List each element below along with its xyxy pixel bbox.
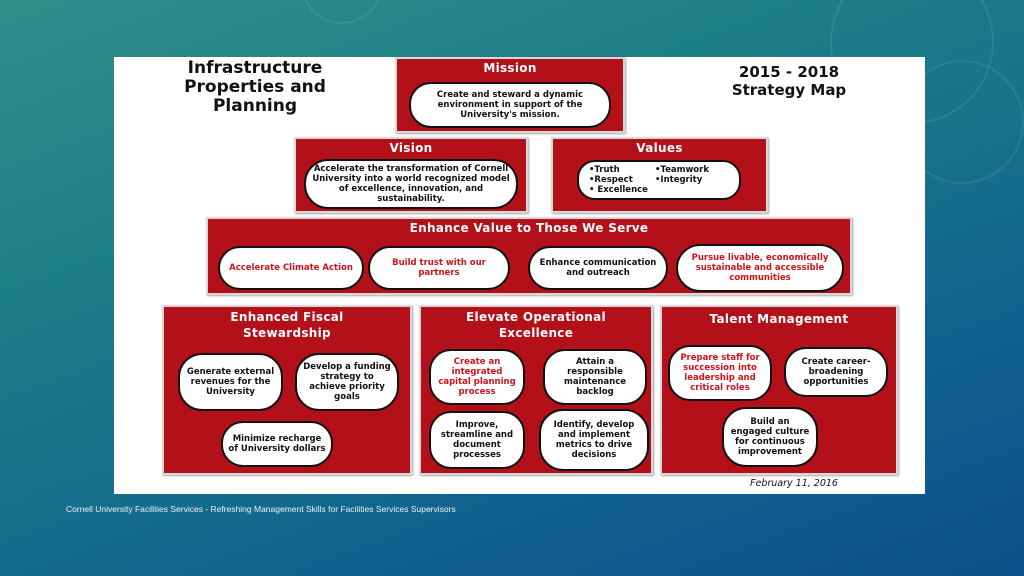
fiscal-stewardship-heading: Enhanced Fiscal Stewardship xyxy=(230,310,344,340)
slide-footer: Cornell University Facilities Services - Refreshing Management Skills for Facilities Services Supervisors xyxy=(66,504,456,514)
map-date: February 11, 2016 xyxy=(750,478,838,489)
mission-heading: Mission xyxy=(483,61,537,75)
objective-engaged-culture: Build an engaged culture for continuous improvement xyxy=(722,407,818,467)
background-decoration xyxy=(300,0,384,24)
objective-build-trust: Build trust with our partners xyxy=(368,246,510,290)
objective-maintenance-backlog: Attain a responsible maintenance backlog xyxy=(543,349,647,405)
enhance-value-panel xyxy=(206,217,852,295)
vision-statement: Accelerate the transformation of Cornell University into a world recognized model of excellence, innovation, and sustainability. xyxy=(304,159,518,209)
objective-minimize-recharge: Minimize recharge of University dollars xyxy=(221,421,333,467)
talent-management-heading: Talent Management xyxy=(709,312,849,326)
operational-excellence-panel xyxy=(419,305,653,475)
mission-statement: Create and steward a dynamic environment in support of the University's mission. xyxy=(409,82,611,128)
value-item: •Integrity xyxy=(655,175,703,185)
value-item: •Respect xyxy=(589,175,633,185)
talent-management-panel xyxy=(660,305,898,475)
map-title: 2015 - 2018 Strategy Map xyxy=(731,63,847,99)
objective-metrics: Identify, develop and implement metrics to drive decisions xyxy=(539,409,649,471)
org-title: Infrastructure Properties and Planning xyxy=(184,58,326,116)
objective-climate-action: Accelerate Climate Action xyxy=(218,246,364,290)
objective-succession: Prepare staff for succession into leadership and critical roles xyxy=(668,345,772,401)
vision-heading: Vision xyxy=(389,141,433,155)
objective-external-revenues: Generate external revenues for the University xyxy=(178,353,283,411)
value-item: • Excellence xyxy=(589,185,648,195)
objective-improve-processes: Improve, streamline and document processes xyxy=(429,411,525,469)
objective-livable-communities: Pursue livable, economically sustainable and accessible communities xyxy=(676,244,844,292)
objective-capital-planning: Create an integrated capital planning process xyxy=(429,349,525,405)
enhance-value-heading: Enhance Value to Those We Serve xyxy=(409,221,649,235)
operational-excellence-heading: Elevate Operational Excellence xyxy=(466,310,606,340)
objective-funding-strategy: Develop a funding strategy to achieve priority goals xyxy=(295,353,399,411)
fiscal-stewardship-panel xyxy=(162,305,412,475)
vision-panel xyxy=(294,137,528,213)
values-panel xyxy=(551,137,768,213)
mission-panel xyxy=(395,57,625,133)
values-heading: Values xyxy=(636,141,683,155)
strategy-map-slide xyxy=(114,57,925,494)
values-list xyxy=(577,160,741,200)
objective-career-broadening: Create career-broadening opportunities xyxy=(784,347,888,397)
value-item: •Truth xyxy=(589,165,620,175)
objective-communication: Enhance communication and outreach xyxy=(528,246,668,290)
value-item: •Teamwork xyxy=(655,165,709,175)
